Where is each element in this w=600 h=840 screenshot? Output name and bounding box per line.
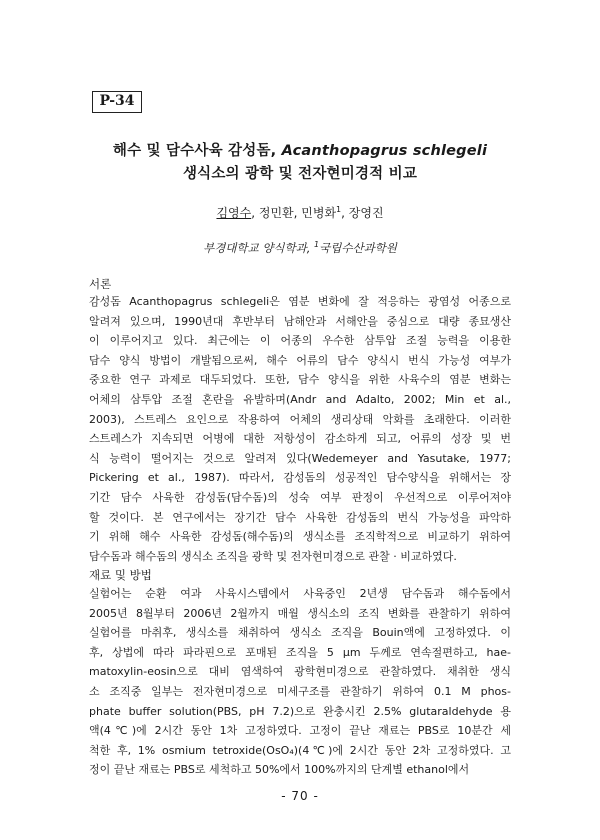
methods-text-line: 척한 후, 1% osmium tetroxide(OsO₄)(4℃)에 2시간 동안 2차 고정하였다. 고 xyxy=(89,743,511,757)
affiliation-superscript: 1 xyxy=(314,240,320,250)
abstract-code-box: P-34 xyxy=(92,91,142,113)
title-line-2: 생식소의 광학 및 전자현미경적 비교 xyxy=(182,166,418,182)
methods-text-line: phate buffer solution(PBS, pH 7.2)으로 완충시킨 2.5% glutaraldehyde 용 xyxy=(89,704,511,718)
methods-text-line: 소 조직중 일부는 전자현미경으로 미세구조를 관찰하기 위하여 0.1 M phos- xyxy=(89,684,511,698)
intro-text-line: 이 이루어지고 있다. 최근에는 이 어종의 우수한 삼투압 조절 능력을 이용한 xyxy=(89,334,511,348)
affiliation-2: 국립수산과학원 xyxy=(319,241,397,255)
presenting-author: 김영수 xyxy=(216,206,252,220)
methods-text-line: 2005년 8월부터 2006년 2월까지 매월 생식소의 조직 변화를 관찰하기 위하여 xyxy=(89,606,511,620)
title-korean-part: 해수 및 담수사육 감성돔, xyxy=(112,143,282,159)
intro-text-line: 알려져 있으며, 1990년대 후반부터 남해안과 서해안을 중심으로 대량 종묘생산 xyxy=(89,314,511,328)
intro-text-line: 담수돔과 해수돔의 생식소 조직을 광학 및 전자현미경으로 관찰 · 비교하였다. xyxy=(89,549,457,563)
page-number: - 70 - xyxy=(281,789,319,803)
intro-text-line: 기 위해 해수 사육한 감성돔(해수돔)의 생식소를 조직학적으로 비교하기 위하여 xyxy=(89,530,511,544)
methods-text-line: 실험어는 순환 여과 사육시스템에서 사육중인 2년생 담수돔과 해수돔에서 xyxy=(89,587,511,600)
intro-text-line: Pickering et al., 1987). 따라서, 감성돔의 성공적인 담수양식을 위해서는 장 xyxy=(89,471,511,485)
intro-text-line: 2003), 스트레스 요인으로 작용하여 어체의 생리상태 악화를 초래한다. 이러한 xyxy=(89,412,511,426)
methods-text-line: 후, 상법에 따라 파라핀으로 포매된 조직을 5 μm 두께로 연속절편하고, hae- xyxy=(89,645,511,659)
last-author: , 장영진 xyxy=(341,206,384,220)
intro-text-line: 할 것이다. 본 연구에서는 장기간 담수 사육한 감성돔의 번식 가능성을 파악하 xyxy=(89,510,511,524)
affiliations xyxy=(40,240,560,256)
intro-text-line: 식 능력이 떨어지는 것으로 알려져 있다(Wedemeyer and Yasutake, 1977; xyxy=(89,451,511,465)
affiliation-1: 부경대학교 양식학과, xyxy=(203,241,315,255)
methods-paragraph xyxy=(89,584,511,780)
intro-text-line: 기간 담수 사육한 감성돔(담수돔)의 성숙 여부 판정이 우선적으로 이루어져야 xyxy=(89,490,511,504)
intro-text-line: 중요한 연구 과제로 대두되었다. 또한, 담수 양식을 위한 사육수의 염분 변화는 xyxy=(89,373,511,387)
title-line-1 xyxy=(40,139,560,160)
methods-text-line: 액(4℃)에 2시간 동안 1차 고정하였다. 고정이 끝난 재료는 PBS로 10분간 세 xyxy=(89,724,511,738)
author-superscript: 1 xyxy=(336,205,342,214)
co-authors: , 정민환, 민병화 xyxy=(251,206,337,220)
intro-text-line: 담수 양식 방법이 개발됨으로써, 해수 어류의 담수 양식시 번식 가능성 여부가 xyxy=(89,353,511,367)
intro-text-line: 스트레스가 지속되면 어병에 대한 저항성이 감소하게 되고, 어류의 성장 및 번 xyxy=(89,432,511,446)
methods-text-line: 실험어를 마취후, 생식소를 채취하여 생식소 조직을 Bouin액에 고정하였다. 이 xyxy=(89,626,511,640)
title-species-name: Acanthopagrus schlegeli xyxy=(281,143,488,159)
methods-text-line: 정이 끝난 재료는 PBS로 세척하고 50%에서 100%까지의 단계별 ethanol에서 xyxy=(89,763,470,777)
intro-text-line: 어체의 삼투압 조절 혼란을 유발하며(Andr and Adalto, 2002; Min et al., xyxy=(89,392,511,406)
methods-heading: 재료 및 방법 xyxy=(89,568,152,582)
author-list xyxy=(40,204,560,221)
methods-text-line: matoxylin-eosin으로 대비 염색하여 광학현미경으로 관찰하였다. 채취한 생식 xyxy=(89,665,511,679)
intro-heading: 서론 xyxy=(89,277,112,291)
intro-text-line: 감성돔 Acanthopagrus schlegeli은 염분 변화에 잘 적응하는 광염성 어종으로 xyxy=(89,295,511,308)
intro-paragraph xyxy=(89,292,511,566)
